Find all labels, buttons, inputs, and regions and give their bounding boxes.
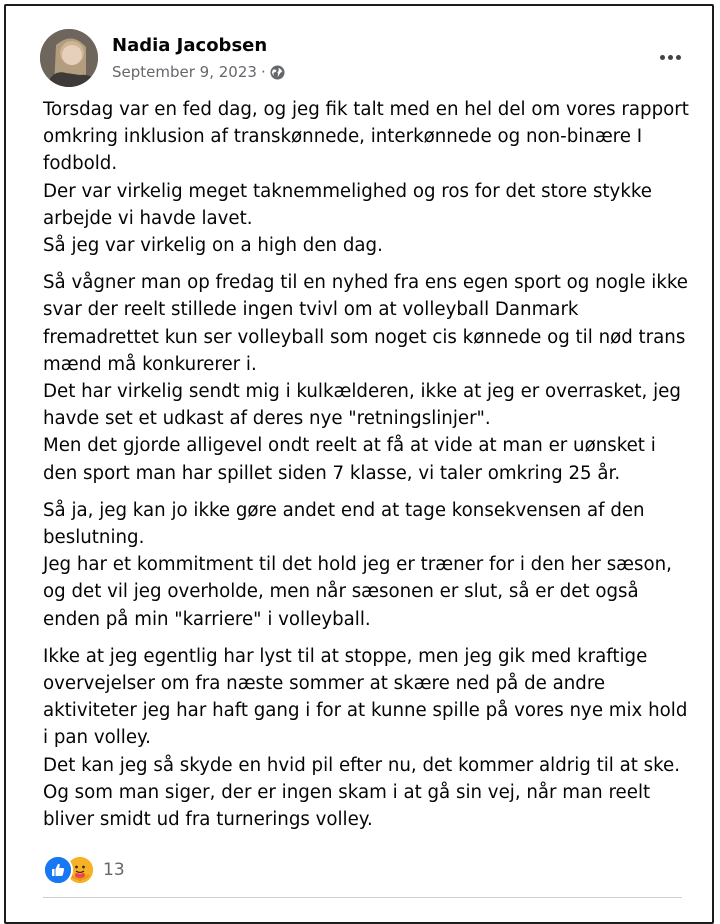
text-line: fodbold.: [43, 153, 118, 175]
text-line: Så vågner man op fredag til en nyhed fra ens egen sport og nogle ikke: [43, 272, 688, 294]
text-line: Men det gjorde alligevel ondt reelt at få at vide at man er uønsket i: [43, 435, 656, 457]
text-line: omkring inklusion af transkønnede, interkønnede og non-binære I: [43, 126, 643, 148]
dot: [668, 55, 673, 60]
text-line: Der var virkelig meget taknemmelighed og ros for det store stykke: [43, 180, 652, 202]
text-line: fremadrettet kun ser volleyball som noget cis kønnede og til nød trans: [43, 326, 686, 348]
text-line: Torsdag var en fed dag, og jeg fik talt med en hel del om vores rapport: [43, 99, 689, 120]
text-line: overvejelser om fra næste sommer at skære ned på de andre: [43, 673, 606, 695]
text-line: Så jeg var virkelig on a high den dag.: [43, 235, 383, 257]
post-date[interactable]: September 9, 2023: [112, 63, 257, 81]
text-line: arbejde vi havde lavet.: [43, 207, 253, 229]
paragraph: [43, 497, 683, 633]
dot: [660, 55, 665, 60]
text-line: og det vil jeg overholde, men når sæsonen er slut, så er det også: [43, 581, 639, 603]
post-meta: [112, 63, 285, 81]
text-line: aktiviteter jeg har haft gang i for at kunne spille på vores nye mix hold: [43, 700, 688, 722]
divider: [43, 897, 682, 898]
text-line: enden på min "karriere" i volleyball.: [43, 608, 371, 630]
text-line: Så ja, jeg kan jo ikke gøre andet end at tage konsekvensen af den: [43, 499, 645, 521]
post-card: [4, 4, 714, 924]
text-line: havde set et udkast af deres nye "retningslinjer".: [43, 408, 491, 430]
text-line: Ikke at jeg egentlig har lyst til at stoppe, men jeg gik med kraftige: [43, 645, 648, 667]
text-line: i pan volley.: [43, 727, 151, 749]
text-line: Jeg har et kommitment til det hold jeg er træner for i den her sæson,: [43, 554, 672, 576]
dot: [676, 55, 681, 60]
text-line: beslutning.: [43, 527, 145, 549]
text-line: Og som man siger, der er ingen skam i at gå sin vej, når man reelt: [43, 781, 651, 803]
text-line: svar der reelt stillede ingen tvivl om at volleyball Danmark: [43, 299, 579, 321]
text-line: Det har virkelig sendt mig i kulkælderen, ikke at jeg er overrasket, jeg: [43, 381, 681, 403]
avatar[interactable]: [40, 29, 98, 87]
like-icon: [43, 855, 73, 885]
text-line: mænd må konkurerer i.: [43, 353, 257, 375]
text-line: Det kan jeg så skyde en hvid pil efter nu, det kommer aldrig til at ske.: [43, 754, 680, 776]
paragraph: [43, 269, 688, 487]
text-line: bliver smidt ud fra turnerings volley.: [43, 809, 373, 831]
text-line: den sport man har spillet siden 7 klasse, vi taler omkring 25 år.: [43, 462, 621, 484]
paragraph: [43, 96, 689, 259]
reaction-count[interactable]: 13: [103, 860, 125, 880]
paragraph: [43, 643, 688, 833]
reactions-summary[interactable]: [43, 855, 125, 885]
post-header: [40, 29, 690, 91]
post-text: [43, 96, 689, 843]
meta-separator: ·: [260, 63, 266, 81]
more-options-button[interactable]: [652, 39, 688, 75]
globe-icon[interactable]: [270, 65, 285, 80]
author-name[interactable]: Nadia Jacobsen: [112, 35, 268, 56]
